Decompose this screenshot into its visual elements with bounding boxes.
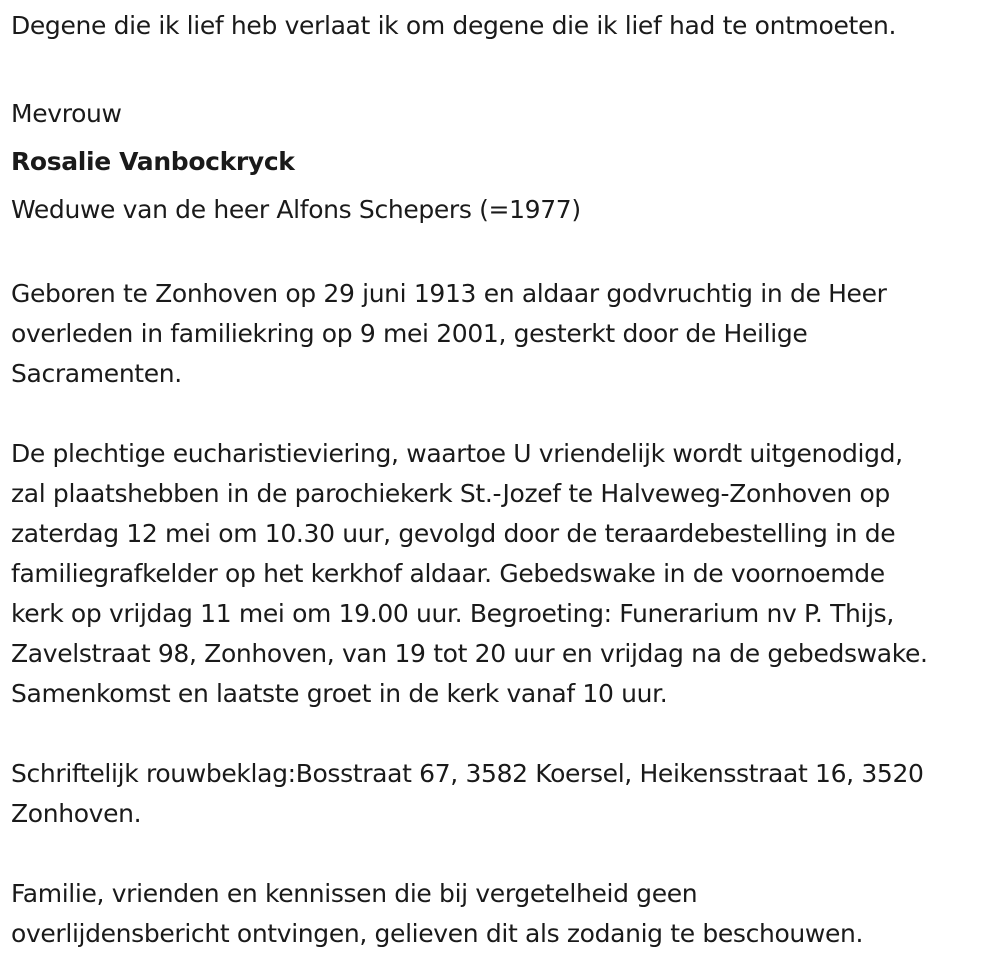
spacer — [11, 234, 996, 274]
motto-text: Degene die ik lief heb verlaat ik om degene die ik lief had te ontmoeten. — [11, 11, 897, 40]
condolences-paragraph — [11, 754, 996, 834]
spacer — [11, 394, 996, 434]
spacer — [11, 46, 996, 86]
paragraph-line: familiegrafkelder op het kerkhof aldaar. Gebedswake in de voornoemde — [11, 559, 885, 588]
paragraph-line: Familie, vrienden en kennissen die bij vergetelheid geen — [11, 879, 698, 908]
birth-death-paragraph — [11, 274, 996, 394]
relation-text: Weduwe van de heer Alfons Schepers (=1977) — [11, 195, 581, 224]
paragraph-line: kerk op vrijdag 11 mei om 19.00 uur. Begroeting: Funerarium nv P. Thijs, — [11, 599, 894, 628]
paragraph-line: Sacramenten. — [11, 359, 182, 388]
paragraph-line: overlijdensbericht ontvingen, gelieven dit als zodanig te beschouwen. — [11, 919, 864, 948]
spacer — [11, 714, 996, 754]
paragraph-line: zal plaatshebben in de parochiekerk St.-Jozef te Halveweg-Zonhoven op — [11, 479, 890, 508]
paragraph-line: De plechtige eucharistieviering, waartoe U vriendelijk wordt uitgenodigd, — [11, 439, 903, 468]
paragraph-line: overleden in familiekring op 9 mei 2001, gesterkt door de Heilige — [11, 319, 808, 348]
deceased-block — [11, 90, 996, 234]
paragraph-line: Zavelstraat 98, Zonhoven, van 19 tot 20 uur en vrijdag na de gebedswake. — [11, 639, 928, 668]
spacer — [11, 834, 996, 874]
paragraph-line: Schriftelijk rouwbeklag:Bosstraat 67, 3582 Koersel, Heikensstraat 16, 3520 — [11, 759, 924, 788]
deceased-name: Rosalie Vanbockryck — [11, 147, 295, 176]
paragraph-line: Samenkomst en laatste groet in de kerk vanaf 10 uur. — [11, 679, 668, 708]
closing-paragraph — [11, 874, 996, 954]
ceremony-paragraph — [11, 434, 996, 714]
salutation: Mevrouw — [11, 99, 122, 128]
paragraph-line: Geboren te Zonhoven op 29 juni 1913 en aldaar godvruchtig in de Heer — [11, 279, 887, 308]
paragraph-line: Zonhoven. — [11, 799, 142, 828]
obituary-notice — [11, 6, 996, 954]
paragraph-line: zaterdag 12 mei om 10.30 uur, gevolgd door de teraardebestelling in de — [11, 519, 896, 548]
